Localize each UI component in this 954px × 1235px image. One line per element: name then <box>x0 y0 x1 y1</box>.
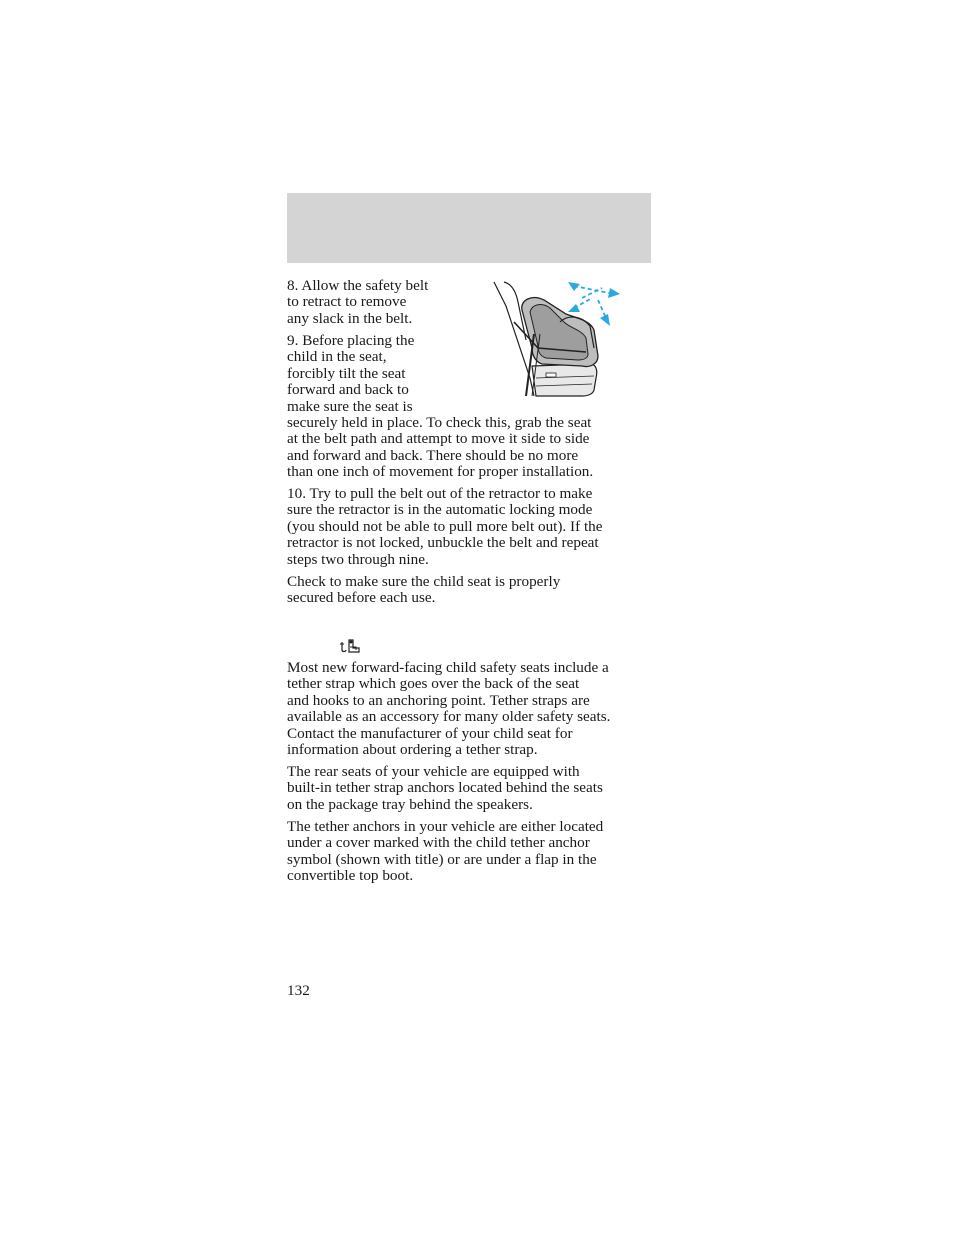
text-line: Contact the manufacturer of your child seat for <box>287 724 573 742</box>
step-10-paragraph <box>287 486 603 568</box>
child-seat-tilt-illustration <box>490 278 625 406</box>
text-line: and hooks to an anchoring point. Tether straps are <box>287 691 590 709</box>
step-8-paragraph <box>287 278 428 327</box>
text-line: forcibly tilt the seat <box>287 364 406 382</box>
text-line: 10. Try to pull the belt out of the retractor to make <box>287 485 593 502</box>
tether-paragraph-1 <box>287 660 610 758</box>
section-header-bar <box>287 193 651 263</box>
text-line: retractor is not locked, unbuckle the belt and repeat <box>287 534 599 552</box>
text-line: The tether anchors in your vehicle are either located <box>287 818 604 835</box>
text-line: convertible top boot. <box>287 867 414 885</box>
text-line: Check to make sure the child seat is properly <box>287 573 561 590</box>
text-line: tether strap which goes over the back of the seat <box>287 675 580 693</box>
tether-paragraph-2 <box>287 764 603 813</box>
text-line: built-in tether strap anchors located behind the seats <box>287 779 603 797</box>
text-line: securely held in place. To check this, grab the seat <box>287 414 592 432</box>
check-paragraph <box>287 574 560 607</box>
text-line: on the package tray behind the speakers. <box>287 795 533 813</box>
text-line: available as an accessory for many older safety seats. <box>287 708 611 726</box>
text-line: under a cover marked with the child tether anchor <box>287 834 590 852</box>
text-line: to retract to remove <box>287 293 407 311</box>
text-line: (you should not be able to pull more belt out). If the <box>287 517 603 535</box>
child-tether-anchor-icon <box>339 638 361 654</box>
text-line: at the belt path and attempt to move it side to side <box>287 430 590 448</box>
text-line: secured before each use. <box>287 589 436 607</box>
text-line: steps two through nine. <box>287 550 429 568</box>
text-line: child in the seat, <box>287 348 387 366</box>
text-line: sure the retractor is in the automatic locking mode <box>287 501 593 519</box>
text-line: any slack in the belt. <box>287 309 413 327</box>
text-line: forward and back to <box>287 381 409 399</box>
text-line: and forward and back. There should be no more <box>287 446 579 464</box>
page-number: 132 <box>287 982 310 999</box>
text-line: make sure the seat is <box>287 397 413 415</box>
text-line: information about ordering a tether strap. <box>287 741 538 759</box>
text-line: The rear seats of your vehicle are equipped with <box>287 763 580 780</box>
tether-paragraph-3 <box>287 819 603 885</box>
text-line: Most new forward-facing child safety seats include a <box>287 659 609 676</box>
text-line: 8. Allow the safety belt <box>287 277 429 294</box>
text-line: than one inch of movement for proper installation. <box>287 463 594 481</box>
text-line: symbol (shown with title) or are under a flap in the <box>287 850 597 868</box>
text-line: 9. Before placing the <box>287 332 415 349</box>
